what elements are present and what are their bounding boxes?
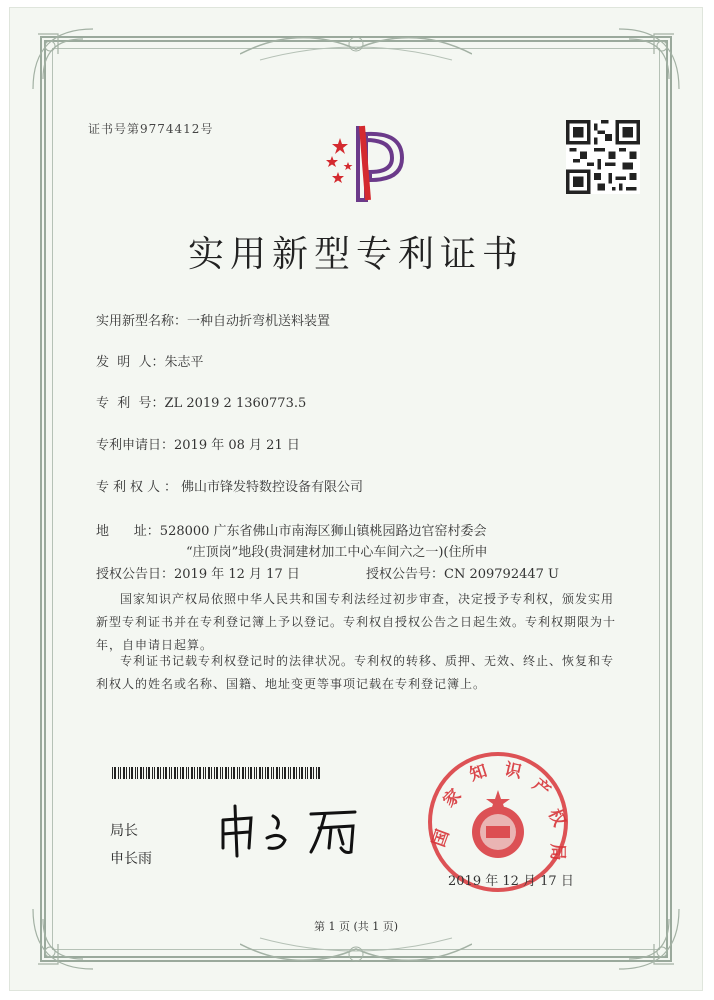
inventor-field bbox=[96, 351, 204, 370]
barcode-bar bbox=[140, 767, 142, 779]
barcode-bar bbox=[143, 767, 144, 779]
certificate-page bbox=[10, 8, 702, 990]
svg-text:产: 产 bbox=[528, 775, 555, 802]
body-paragraph: 国家知识产权局依照中华人民共和国专利法经过初步审查，决定授予专利权，颁发实用新型专利证书并在专利登记簿上予以登记。专利权自授权公告之日起生效。专利权期限为十年，自申请日起算。 bbox=[96, 592, 617, 652]
body-paragraph: 专利证书记载专利权登记时的法律状况。专利权的转移、质押、无效、终止、恢复和专利权人的姓名或名称、国籍、地址变更等事项记载在专利登记簿上。 bbox=[96, 654, 615, 691]
barcode-bar bbox=[305, 767, 306, 779]
barcode-bar bbox=[171, 767, 172, 779]
barcode-bar bbox=[146, 767, 147, 779]
field-value: 528000 广东省佛山市南海区狮山镇桃园路边官窑村委会 bbox=[159, 524, 487, 539]
barcode-bar bbox=[296, 767, 297, 779]
barcode-bar bbox=[131, 767, 133, 779]
barcode-bar bbox=[284, 767, 286, 779]
barcode-bar bbox=[165, 767, 167, 779]
barcode-bar bbox=[160, 767, 161, 779]
field-label: 实用新型名称： bbox=[96, 314, 188, 329]
cnipa-logo-icon bbox=[310, 118, 420, 208]
barcode-bar bbox=[239, 767, 240, 779]
svg-text:家: 家 bbox=[439, 785, 466, 812]
barcode-bar bbox=[211, 767, 212, 779]
director-title: 局长 bbox=[110, 823, 138, 839]
field-value: 佛山市锋发特数控设备有限公司 bbox=[181, 480, 364, 495]
qr-code-icon bbox=[566, 120, 640, 194]
barcode-bar bbox=[259, 767, 261, 779]
barcode-bar bbox=[126, 767, 127, 779]
barcode-bar bbox=[267, 767, 269, 779]
barcode-bar bbox=[279, 767, 280, 779]
corner-ornament-icon bbox=[28, 24, 98, 94]
barcode-bar bbox=[118, 767, 119, 779]
barcode-bar bbox=[245, 767, 246, 779]
filing-date-field bbox=[96, 434, 300, 453]
barcode-bar bbox=[231, 767, 232, 779]
barcode-bar bbox=[154, 767, 155, 779]
barcode-bar bbox=[288, 767, 289, 779]
barcode-bar bbox=[114, 767, 116, 779]
barcode-bar bbox=[313, 767, 314, 779]
barcode-bar bbox=[310, 767, 312, 779]
seal-date: 2019 年 12 月 17 日 bbox=[448, 874, 574, 889]
barcode-bar bbox=[152, 767, 153, 779]
barcode-bar bbox=[112, 767, 113, 779]
corner-ornament-icon bbox=[614, 24, 684, 94]
barcode-bar bbox=[182, 767, 184, 779]
barcode-bar bbox=[248, 767, 249, 779]
utility-model-name-field bbox=[96, 310, 330, 329]
field-label: 专利权人： bbox=[96, 480, 182, 495]
barcode-bar bbox=[222, 767, 223, 779]
barcode-bar bbox=[242, 767, 244, 779]
barcode-bar bbox=[186, 767, 187, 779]
barcode-bar bbox=[177, 767, 178, 779]
barcode-bar bbox=[228, 767, 229, 779]
barcode-bar bbox=[157, 767, 159, 779]
barcode-bar bbox=[290, 767, 291, 779]
director-name: 申长雨 bbox=[110, 851, 152, 867]
barcode-bar bbox=[123, 767, 125, 779]
address-field bbox=[96, 520, 487, 539]
field-value: ZL 2019 2 1360773.5 bbox=[164, 396, 307, 411]
barcode-bar bbox=[316, 767, 317, 779]
barcode-bar bbox=[293, 767, 295, 779]
field-label: 授权公告日： bbox=[96, 567, 175, 582]
barcode-bar bbox=[273, 767, 274, 779]
barcode-bar bbox=[205, 767, 206, 779]
svg-text:知: 知 bbox=[467, 761, 490, 786]
field-value: 朱志平 bbox=[164, 355, 204, 370]
barcode-bar bbox=[220, 767, 221, 779]
barcode-bar bbox=[191, 767, 193, 779]
barcode-bar bbox=[197, 767, 198, 779]
announcement-number-field bbox=[366, 563, 559, 582]
barcode-bar bbox=[163, 767, 164, 779]
barcode-bar bbox=[237, 767, 238, 779]
barcode-bar bbox=[225, 767, 227, 779]
field-label: 专利申请日： bbox=[96, 438, 175, 453]
field-label: 专 利 号： bbox=[96, 396, 165, 411]
barcode-bar bbox=[194, 767, 195, 779]
barcode-bar bbox=[250, 767, 252, 779]
barcode-bar bbox=[256, 767, 257, 779]
barcode-bar bbox=[271, 767, 272, 779]
barcode-icon bbox=[112, 764, 322, 776]
field-value: 2019 年 12 月 17 日 bbox=[174, 567, 300, 582]
barcode-bar bbox=[282, 767, 283, 779]
patent-number-field bbox=[96, 392, 306, 411]
barcode-bar bbox=[148, 767, 150, 779]
address-line-2: “庄顶岗”地段(贵洞建材加工中心车间六之一)(住所申 bbox=[186, 545, 488, 560]
barcode-bar bbox=[129, 767, 130, 779]
svg-text:识: 识 bbox=[502, 759, 524, 783]
barcode-bar bbox=[199, 767, 201, 779]
barcode-bar bbox=[254, 767, 255, 779]
certificate-title: 实用新型专利证书 bbox=[187, 234, 524, 275]
barcode-bar bbox=[265, 767, 266, 779]
svg-text:国: 国 bbox=[428, 826, 454, 850]
barcode-bar bbox=[318, 767, 320, 779]
top-ornament-icon bbox=[240, 24, 472, 74]
barcode-bar bbox=[216, 767, 218, 779]
field-label: 发 明 人： bbox=[96, 355, 165, 370]
barcode-bar bbox=[208, 767, 210, 779]
corner-ornament-icon bbox=[28, 904, 98, 974]
svg-text:权: 权 bbox=[543, 805, 570, 830]
field-label: 地 址： bbox=[96, 524, 160, 539]
barcode-bar bbox=[120, 767, 121, 779]
barcode-bar bbox=[301, 767, 303, 779]
grant-date-field bbox=[96, 563, 300, 582]
barcode-bar bbox=[169, 767, 170, 779]
barcode-bar bbox=[307, 767, 308, 779]
patentee-field bbox=[96, 476, 363, 495]
barcode-bar bbox=[262, 767, 263, 779]
corner-ornament-icon bbox=[614, 904, 684, 974]
handwritten-signature-icon bbox=[215, 798, 375, 858]
barcode-bar bbox=[137, 767, 138, 779]
barcode-bar bbox=[203, 767, 204, 779]
barcode-bar bbox=[174, 767, 176, 779]
field-label: 授权公告号： bbox=[366, 567, 445, 582]
barcode-bar bbox=[276, 767, 278, 779]
barcode-bar bbox=[188, 767, 189, 779]
barcode-bar bbox=[214, 767, 215, 779]
barcode-bar bbox=[299, 767, 300, 779]
barcode-bar bbox=[233, 767, 235, 779]
field-value: 2019 年 08 月 21 日 bbox=[174, 438, 300, 453]
barcode-bar bbox=[180, 767, 181, 779]
barcode-bar bbox=[135, 767, 136, 779]
field-value: 一种自动折弯机送料装置 bbox=[187, 314, 331, 329]
field-value: CN 209792447 U bbox=[444, 567, 559, 582]
certificate-number: 证书号第9774412号 bbox=[88, 122, 214, 136]
page-number: 第 1 页 (共 1 页) bbox=[313, 920, 399, 933]
svg-text:局: 局 bbox=[547, 843, 567, 861]
